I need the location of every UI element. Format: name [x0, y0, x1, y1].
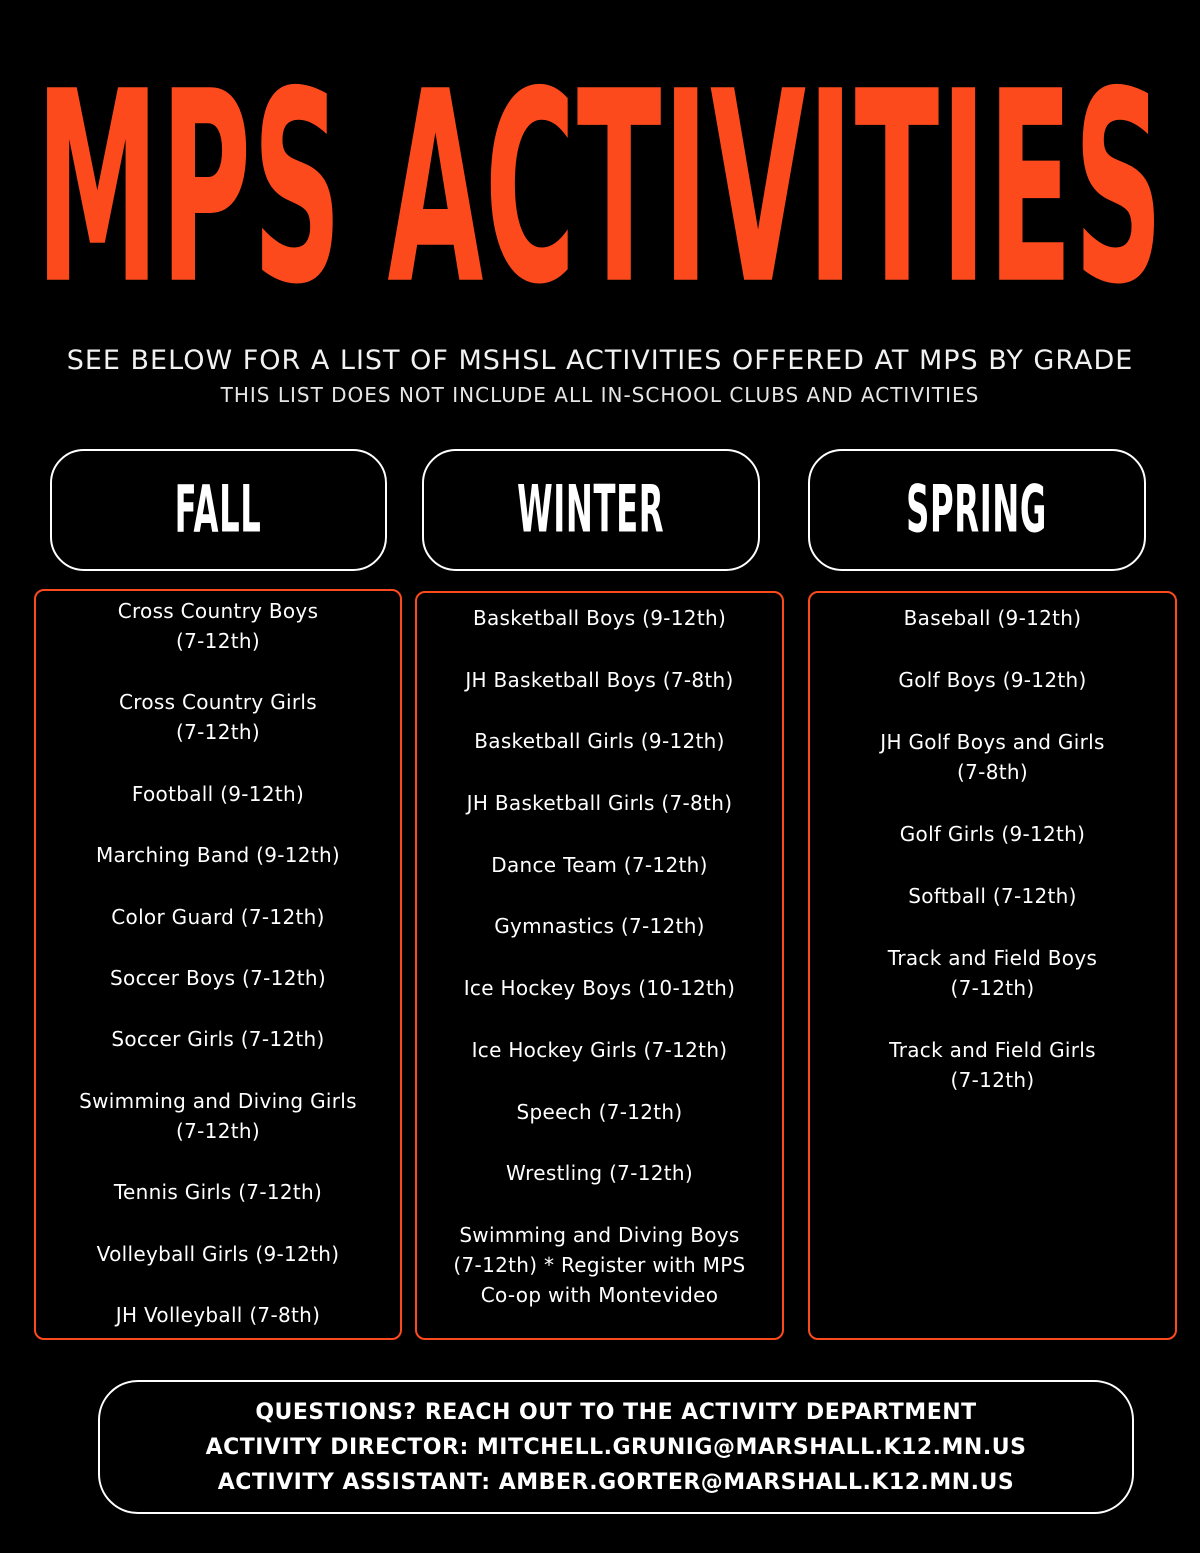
winter-header-label: WINTER	[517, 472, 665, 548]
list-item: Ice Hockey Girls (7-12th)	[471, 1037, 728, 1062]
list-item: Track and Field Boys (7-12th)	[887, 946, 1098, 1000]
list-item: Cross Country Girls (7-12th)	[119, 690, 317, 745]
list-item: Softball (7-12th)	[908, 884, 1077, 908]
subtitle: SEE BELOW FOR A LIST OF MSHSL ACTIVITIES OFFERED AT MPS BY GRADE	[66, 345, 1134, 376]
spring-header-label: SPRING	[906, 472, 1048, 548]
list-item: Color Guard (7-12th)	[111, 904, 325, 929]
fall-header-label: FALL	[175, 472, 262, 548]
list-item: Ice Hockey Boys (10-12th)	[463, 976, 736, 1001]
list-item: Golf Girls (9-12th)	[899, 822, 1086, 846]
winter-activity-list	[415, 591, 784, 1340]
winter-header	[422, 449, 760, 571]
list-item: Dance Team (7-12th)	[491, 852, 708, 877]
list-item: Track and Field Girls (7-12th)	[889, 1038, 1096, 1092]
contact-info-box	[98, 1380, 1134, 1514]
list-item: JH Basketball Girls (7-8th)	[466, 791, 733, 816]
list-item: Swimming and Diving Boys (7-12th) * Register with MPS Co-op with Montevideo	[453, 1222, 746, 1307]
list-item: Basketball Boys (9-12th)	[472, 606, 727, 630]
list-item: Wrestling (7-12th)	[506, 1161, 693, 1186]
list-item: Gymnastics (7-12th)	[494, 914, 705, 939]
list-item: Baseball (9-12th)	[903, 606, 1082, 630]
activity-assistant-contact: ACTIVITY ASSISTANT: AMBER.GORTER@MARSHALL.K12.MN.US	[217, 1469, 1015, 1495]
disclaimer-note: THIS LIST DOES NOT INCLUDE ALL IN-SCHOOL CLUBS AND ACTIVITIES	[220, 383, 980, 407]
list-item: Golf Boys (9-12th)	[898, 668, 1087, 692]
list-item: Soccer Boys (7-12th)	[110, 965, 326, 990]
fall-header	[50, 449, 387, 571]
list-item: Tennis Girls (7-12th)	[113, 1180, 323, 1205]
activity-director-contact: ACTIVITY DIRECTOR: MITCHELL.GRUNIG@MARSHALL.K12.MN.US	[205, 1434, 1027, 1460]
fall-activity-list	[34, 589, 402, 1340]
list-item: Football (9-12th)	[131, 781, 305, 806]
list-item: JH Golf Boys and Girls (7-8th)	[880, 730, 1105, 784]
contact-heading: QUESTIONS? REACH OUT TO THE ACTIVITY DEPARTMENT	[255, 1399, 977, 1425]
list-item: JH Basketball Boys (7-8th)	[465, 667, 734, 692]
page-title: MPS ACTIVITIES	[35, 35, 1165, 344]
list-item: Soccer Girls (7-12th)	[111, 1027, 325, 1052]
list-item: Basketball Girls (9-12th)	[474, 729, 725, 754]
list-item: JH Volleyball (7-8th)	[115, 1302, 321, 1327]
list-item: Swimming and Diving Girls (7-12th)	[79, 1088, 357, 1143]
spring-header	[808, 449, 1146, 571]
list-item: Marching Band (9-12th)	[95, 843, 341, 868]
list-item: Cross Country Boys (7-12th)	[117, 599, 319, 653]
list-item: Volleyball Girls (9-12th)	[96, 1241, 340, 1266]
spring-activity-list	[808, 591, 1177, 1340]
list-item: Speech (7-12th)	[516, 1099, 683, 1124]
